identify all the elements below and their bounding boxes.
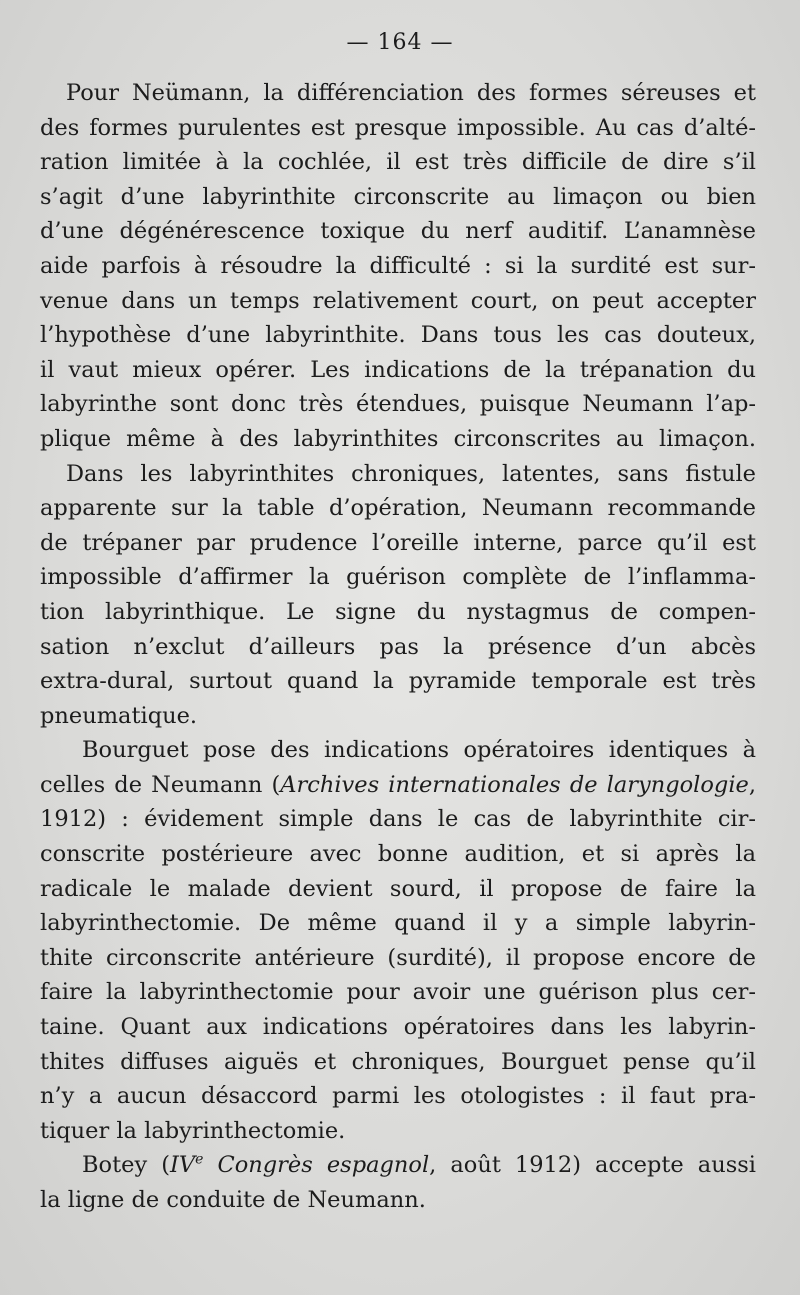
text-line: taine. Quant aux indications opératoires dans les labyrin- <box>40 1014 756 1041</box>
text-line: aide parfois à résoudre la difficulté : si la surdité est sur- <box>40 252 756 279</box>
text-line: tion labyrinthique. Le signe du nystagmus de compen- <box>40 598 756 625</box>
text-line <box>40 768 756 803</box>
congress-numeral: IV <box>170 1152 196 1179</box>
text-line: venue dans un temps relativement court, on peut accepter <box>40 287 756 314</box>
text-line: l’hypothèse d’une labyrinthite. Dans tous les cas douteux, <box>40 322 756 349</box>
text-line: thite circonscrite antérieure (surdité), il propose encore de <box>40 944 756 971</box>
text-line: faire la labyrinthectomie pour avoir une guérison plus cer- <box>40 979 756 1006</box>
text-line: sation n’exclut d’ailleurs pas la présence d’un abcès <box>40 633 756 660</box>
text-line: labyrinthectomie. De même quand il y a simple labyrin- <box>40 910 756 937</box>
paragraph-3 <box>40 733 756 1148</box>
paragraph-2 <box>40 457 756 734</box>
text-line: ration limitée à la cochlée, il est très difficile de dire s’il <box>40 149 756 176</box>
text-line: s’agit d’une labyrinthite circonscrite au limaçon ou bien <box>40 183 756 210</box>
journal-title: Archives internationales de laryngologie <box>280 771 749 798</box>
text-segment: , août 1912) accepte aussi <box>429 1152 756 1179</box>
text-line: plique même à des labyrinthites circonscrites au limaçon. <box>40 425 756 452</box>
text-line: 1912) : évidement simple dans le cas de labyrinthite cir- <box>40 806 756 833</box>
text-line: des formes purulentes est presque impossible. Au cas d’alté- <box>40 114 756 141</box>
text-line: il vaut mieux opérer. Les indications de la trépanation du <box>40 356 756 383</box>
text-line: n’y a aucun désaccord parmi les otologistes : il faut pra- <box>40 1083 756 1110</box>
text-line: extra-dural, surtout quand la pyramide temporale est très <box>40 668 756 695</box>
text-segment: , <box>748 771 756 798</box>
text-line: de trépaner par prudence l’oreille interne, parce qu’il est <box>40 529 756 556</box>
text-segment: celles de Neumann ( <box>40 771 281 798</box>
paragraph-4 <box>40 1148 756 1217</box>
text-line: thites diffuses aiguës et chroniques, Bourguet pense qu’il <box>40 1048 756 1075</box>
text-segment: Botey ( <box>82 1152 170 1179</box>
paragraph-1 <box>40 76 756 457</box>
text-line: conscrite postérieure avec bonne audition, et si après la <box>40 841 756 868</box>
body-text <box>40 76 756 1218</box>
text-line: pneumatique. <box>40 702 198 729</box>
text-line: Dans les labyrinthites chroniques, latentes, sans fistule <box>66 460 756 487</box>
text-line: impossible d’affirmer la guérison complète de l’inflamma- <box>40 564 756 591</box>
text-line: radicale le malade devient sourd, il propose de faire la <box>40 875 756 902</box>
text-line: Bourguet pose des indications opératoires identiques à <box>82 737 756 764</box>
text-line: tiquer la labyrinthectomie. <box>40 1117 346 1144</box>
text-line: apparente sur la table d’opération, Neumann recommande <box>40 495 756 522</box>
page-number: — 164 — <box>346 30 454 55</box>
text-line <box>40 1148 756 1183</box>
text-line: labyrinthe sont donc très étendues, puisque Neumann l’ap- <box>40 391 756 418</box>
text-line: Pour Neümann, la différenciation des formes séreuses et <box>66 80 756 106</box>
text-line: d’une dégénérescence toxique du nerf auditif. L’anamnèse <box>40 218 756 245</box>
superscript: e <box>195 1151 204 1168</box>
congress-title: Congrès espagnol <box>203 1152 430 1179</box>
text-line: la ligne de conduite de Neumann. <box>40 1187 426 1213</box>
